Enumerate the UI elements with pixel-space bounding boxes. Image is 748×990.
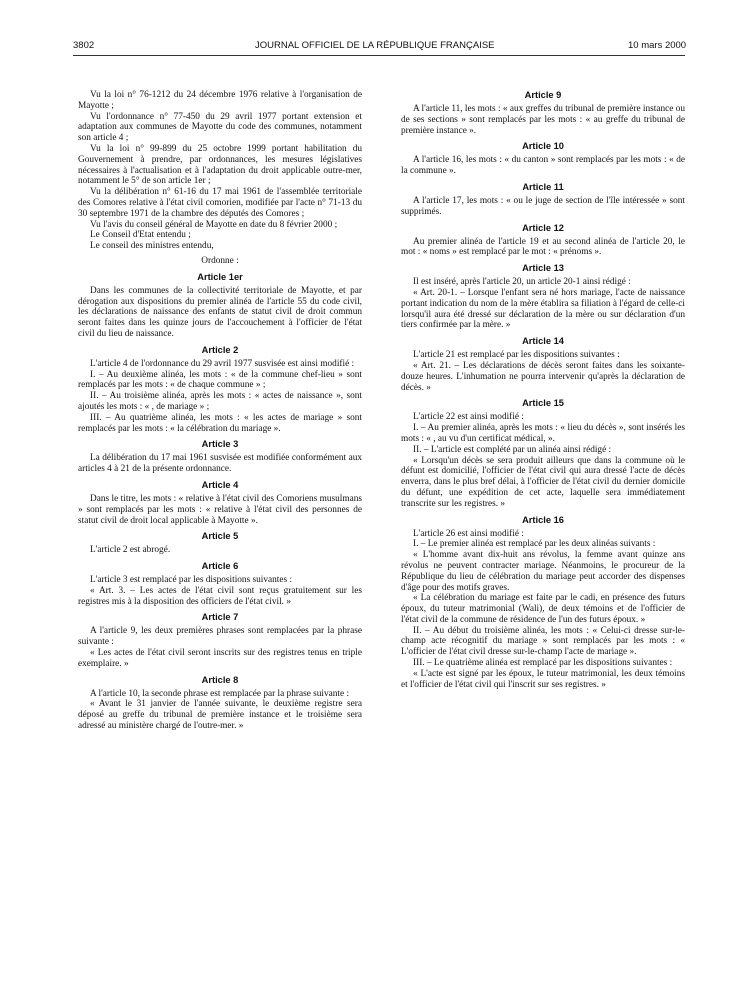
- article-heading: Article 8: [201, 674, 239, 685]
- article-paragraph: « L'homme avant dix-huit ans révolus, la femme avant quinze ans révolus ne peuvent contracter mariage. Néanmoins, le procureur de la République du lieu de célébration du mariage peut accorder des dispenses d'âge pour des motifs graves.: [401, 550, 685, 593]
- article-heading: Article 13: [522, 263, 564, 274]
- article-heading: Article 16: [522, 514, 564, 525]
- article-paragraph: L'article 3 est remplacé par les dispositions suivantes :: [90, 575, 293, 586]
- article-paragraph: Dans les communes de la collectivité territoriale de Mayotte, et par dérogation aux dispositions du premier alinéa de l'article 55 du code civil, les déclarations de naissance des enfants de statut civil de droit commun seront faites dans les quinze jours de l'accouchement à l'officier de l'état civil du lieu de naissance.: [78, 285, 362, 339]
- article-heading: Article 11: [522, 181, 564, 192]
- article-heading: Article 6: [201, 561, 239, 572]
- article-paragraph: L'article 4 de l'ordonnance du 29 avril 1977 susvisée est ainsi modifié :: [90, 358, 355, 369]
- visa-paragraph: Le Conseil d'Etat entendu ;: [90, 230, 191, 241]
- article-paragraph: A l'article 9, les deux premières phrases sont remplacées par la phrase suivante :: [78, 626, 362, 648]
- article-paragraph: Dans le titre, les mots : « relative à l'état civil des Comoriens musulmans » sont remplacés par les mots : « relative à l'état civil des personnes de statut civil de droit local applicable à Mayotte ».: [78, 493, 362, 526]
- article-heading: Article 5: [201, 531, 239, 542]
- visa-paragraph: Vu l'avis du conseil général de Mayotte en date du 8 février 2000 ;: [90, 219, 338, 230]
- article-paragraph: L'article 21 est remplacé par les dispositions suivantes :: [413, 350, 620, 361]
- article-heading: Article 7: [201, 612, 239, 623]
- article-paragraph: III. – Au quatrième alinéa, les mots : « les actes de mariage » sont remplacés par les mots : « la célébration du mariage ».: [78, 412, 362, 434]
- page-number: 3802: [73, 40, 95, 51]
- article-paragraph: I. – Au premier alinéa, après les mots : « lieu du décès », sont insérés les mots : « , au vu d'un certificat médical, ».: [401, 423, 685, 444]
- article-heading: Article 14: [522, 336, 564, 347]
- article-paragraph: « La célébration du mariage est faite par le cadi, en présence des futurs époux, du tuteur matrimonial (Wali), de deux témoins et de l'officier de l'état civil de la commune de résidence de l'un des futurs époux. »: [401, 593, 685, 625]
- article-heading: Article 10: [522, 141, 564, 152]
- article-paragraph: « Art. 21. – Les déclarations de décès seront faites dans les soixante-douze heures. L'inhumation ne pourra intervenir qu'après la déclaration de décès. »: [401, 360, 685, 393]
- issue-date: 10 mars 2000: [628, 40, 687, 51]
- article-paragraph: A l'article 11, les mots : « aux greffes du tribunal de première instance ou de ses sections » sont remplacés par les mots : « au greffe du tribunal de première instance ».: [401, 104, 685, 136]
- ordonne-heading: Ordonne :: [201, 255, 239, 266]
- article-paragraph: Il est inséré, après l'article 20, un article 20-1 ainsi rédigé :: [413, 277, 631, 288]
- article-heading: Article 1er: [197, 271, 243, 282]
- right-column: [401, 90, 685, 690]
- article-paragraph: II. – L'article est complété par un alinéa ainsi rédigé :: [413, 444, 612, 455]
- article-heading: Article 2: [201, 344, 239, 355]
- article-paragraph: A l'article 10, la seconde phrase est remplacée par la phrase suivante :: [90, 688, 350, 699]
- article-paragraph: La délibération du 17 mai 1961 susvisée est modifiée conformément aux articles 4 à 21 de la présente ordonnance.: [78, 453, 362, 475]
- article-heading: Article 9: [524, 90, 562, 100]
- article-paragraph: II. – Au troisième alinéa, après les mots : « actes de naissance », sont ajoutés les mots : « , de mariage » ;: [78, 391, 362, 412]
- article-heading: Article 4: [201, 479, 239, 490]
- visa-paragraph: Vu la loi n° 76-1212 du 24 décembre 1976 relative à l'organisation de Mayotte ;: [78, 90, 362, 111]
- article-paragraph: L'article 22 est ainsi modifié :: [413, 412, 524, 423]
- visa-paragraph: Vu l'ordonnance n° 77-450 du 29 avril 1977 portant extension et adaptation aux communes de Mayotte du code des communes, notamment son article 4 ;: [78, 111, 362, 144]
- article-paragraph: L'article 2 est abrogé.: [90, 545, 171, 556]
- article-paragraph: « Art. 3. – Les actes de l'état civil sont reçus gratuitement sur les registres mis à la disposition des officiers de l'état civil. »: [78, 585, 362, 607]
- article-paragraph: A l'article 16, les mots : « du canton » sont remplacés par les mots : « de la commune ».: [401, 155, 685, 177]
- article-paragraph: II. – Au début du troisième alinéa, les mots : « Celui-ci dresse sur-le-champ acte récognitif du mariage » sont remplacés par les mots : « L'officier de l'état civil dresse sur-le-champ l'acte de mariage ».: [401, 625, 685, 658]
- article-paragraph: III. – Le quatrième alinéa est remplacé par les dispositions suivantes :: [413, 658, 673, 669]
- article-paragraph: L'article 26 est ainsi modifié :: [413, 528, 524, 539]
- journal-title: JOURNAL OFFICIEL DE LA RÉPUBLIQUE FRANÇAISE: [255, 40, 495, 51]
- article-paragraph: Au premier alinéa de l'article 19 et au second alinéa de l'article 20, le mot : « noms » est remplacé par le mot : « prénoms ».: [401, 236, 685, 258]
- article-heading: Article 12: [522, 222, 564, 233]
- header-rule: [73, 55, 685, 56]
- visa-paragraph: Vu la loi n° 99-899 du 25 octobre 1999 portant habilitation du Gouvernement à prendre, par ordonnances, les mesures législatives nécessaires à l'actualisation et à l'adaptation du droit applicable outre-mer, notamment le 5° de son article 1er ;: [78, 143, 362, 187]
- article-paragraph: A l'article 17, les mots : « ou le juge de section de l'île intéressée » sont supprimés.: [401, 195, 685, 217]
- visa-paragraph: Le conseil des ministres entendu,: [90, 241, 214, 252]
- article-paragraph: « Avant le 31 janvier de l'année suivante, le deuxième registre sera déposé au greffe du tribunal de première instance et le troisième sera adressé au ministère chargé de l'outre-mer. »: [78, 699, 362, 732]
- article-heading: Article 15: [522, 398, 564, 409]
- article-paragraph: « Lorsqu'un décès se sera produit ailleurs que dans la commune où le défunt est domicilié, l'officier de l'état civil qui aura dressé l'acte de décès enverra, dans le plus bref délai, à l'officier de l'état civil du dernier domicile du défunt, une expédition de cet acte, laquelle sera immédiatement transcrite sur les registres. »: [401, 455, 685, 509]
- article-paragraph: « Les actes de l'état civil seront inscrits sur des registres tenus en triple exemplaire. »: [78, 648, 362, 669]
- article-paragraph: I. – Au deuxième alinéa, les mots : « de la commune chef-lieu » sont remplacés par les mots : « de chaque commune » ;: [78, 369, 362, 391]
- article-paragraph: I. – Le premier alinéa est remplacé par les deux alinéas suivants :: [413, 539, 656, 550]
- article-paragraph: « Art. 20-1. – Lorsque l'enfant sera né hors mariage, l'acte de naissance portant indication du nom de la mère établira sa filiation à l'égard de celle-ci lorsqu'il aura été dressé sur déclaration de la mère ou sur déclaration d'un tiers confirmée par la mère. »: [401, 287, 685, 331]
- visa-paragraph: Vu la délibération n° 61-16 du 17 mai 1961 de l'assemblée territoriale des Comores relative à l'état civil comorien, modifiée par l'acte n° 71-13 du 30 septembre 1971 de la chambre des députés des Comores ;: [78, 187, 362, 219]
- left-column: [78, 90, 362, 732]
- article-heading: Article 3: [201, 439, 239, 450]
- article-paragraph: « L'acte est signé par les époux, le tuteur matrimonial, les deux témoins et l'officier de l'état civil qui l'inscrit sur ses registres. »: [401, 668, 685, 690]
